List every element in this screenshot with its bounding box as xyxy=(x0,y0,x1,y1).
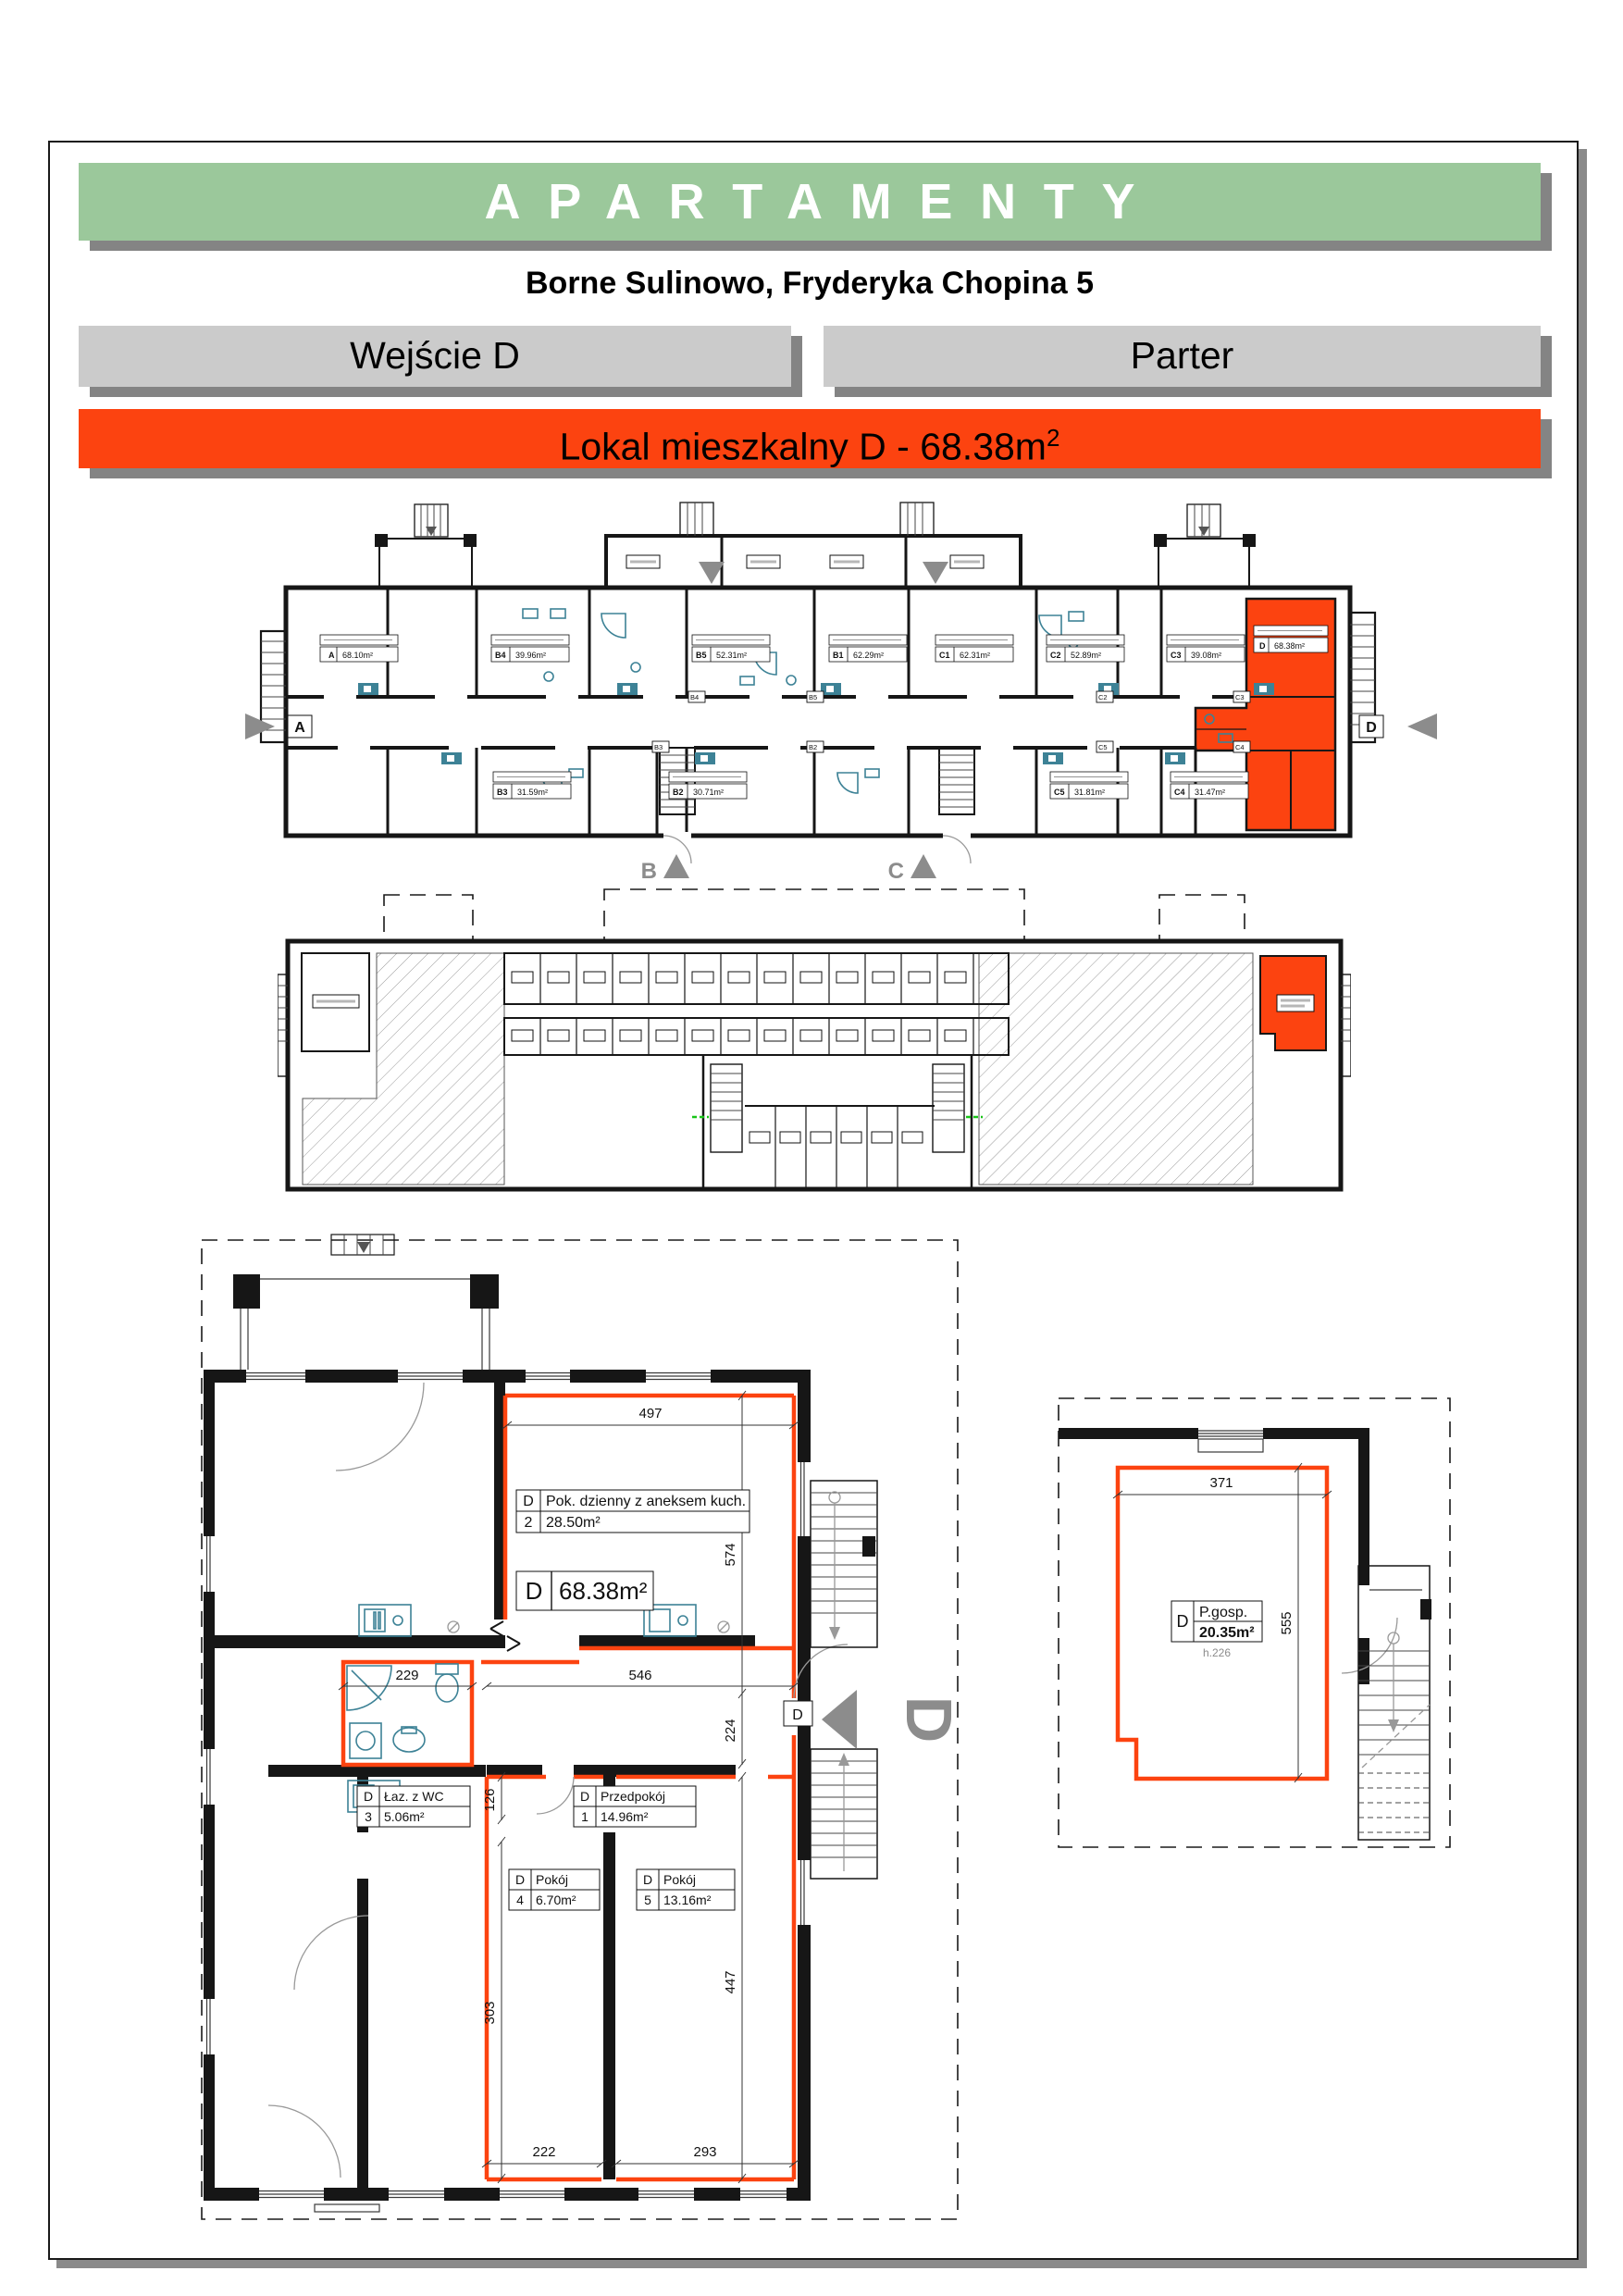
svg-text:546: 546 xyxy=(628,1668,652,1683)
hatched-area-right xyxy=(979,953,1253,1185)
utility-door xyxy=(1342,1590,1422,1673)
svg-text:B3: B3 xyxy=(497,788,508,797)
svg-text:Pok. dzienny z aneksem kuch.: Pok. dzienny z aneksem kuch. xyxy=(546,1494,747,1509)
svg-text:52.89m²: 52.89m² xyxy=(1071,651,1102,660)
apt-label-d xyxy=(1254,626,1328,652)
svg-text:D: D xyxy=(525,1577,543,1605)
wall-tags xyxy=(652,691,1250,752)
utility-stairs xyxy=(1358,1566,1430,1840)
title-banner: APARTAMENTY xyxy=(79,163,1541,241)
svg-text:62.29m²: 62.29m² xyxy=(853,651,885,660)
svg-text:28.50m²: 28.50m² xyxy=(546,1515,601,1531)
svg-text:555: 555 xyxy=(1279,1611,1295,1635)
svg-text:A: A xyxy=(294,720,305,736)
apt-label-b3 xyxy=(493,772,571,799)
room-label-pokoj5 xyxy=(637,1869,735,1910)
section-arrow-down-c xyxy=(923,562,948,584)
stairwell-c xyxy=(939,748,974,863)
svg-text:D: D xyxy=(514,1872,526,1887)
svg-text:39.96m²: 39.96m² xyxy=(515,651,547,660)
apt-label-b2 xyxy=(669,772,747,799)
svg-text:5.06m²: 5.06m² xyxy=(384,1809,425,1824)
svg-text:68.38m²: 68.38m² xyxy=(1274,641,1306,651)
svg-text:B2: B2 xyxy=(673,788,684,797)
ground-floor-plan xyxy=(236,495,1448,884)
hatched-area-left xyxy=(303,953,504,1185)
svg-text:C: C xyxy=(887,859,904,884)
room-label-pokoj4 xyxy=(509,1869,600,1910)
apt-label-c5 xyxy=(1050,772,1128,799)
floor-banner: Parter xyxy=(824,326,1541,387)
room-label-living xyxy=(516,1490,750,1533)
svg-text:D: D xyxy=(363,1789,374,1804)
corridor-walls xyxy=(286,697,1246,748)
utility-room-plan xyxy=(1036,1370,1564,1906)
terrace-right xyxy=(1154,504,1256,588)
svg-text:30.71m²: 30.71m² xyxy=(693,788,725,797)
apt-label-c4 xyxy=(1171,772,1248,799)
svg-text:C2: C2 xyxy=(1050,651,1061,660)
svg-text:126: 126 xyxy=(482,1788,498,1812)
stairs-lower-right xyxy=(811,1749,877,1879)
svg-text:h.226: h.226 xyxy=(1202,1646,1232,1659)
unit-banner-text: Lokal mieszkalny D - 68.38m xyxy=(559,425,1047,468)
svg-text:B4: B4 xyxy=(690,693,700,701)
utility-room-label xyxy=(1171,1601,1262,1659)
svg-text:447: 447 xyxy=(723,1970,738,1994)
svg-text:C5: C5 xyxy=(1054,788,1065,797)
svg-text:C4: C4 xyxy=(1174,788,1185,797)
address-line: Borne Sulinowo, Fryderyka Chopina 5 xyxy=(526,266,1094,301)
entrance-banner: Wejście D xyxy=(79,326,791,387)
svg-text:B3: B3 xyxy=(654,743,663,751)
svg-text:D: D xyxy=(893,1695,965,1744)
svg-text:497: 497 xyxy=(638,1406,663,1421)
svg-text:Pokój: Pokój xyxy=(663,1872,697,1887)
svg-text:31.59m²: 31.59m² xyxy=(517,788,549,797)
svg-text:P.gosp.: P.gosp. xyxy=(1199,1605,1248,1620)
svg-text:B5: B5 xyxy=(696,651,707,660)
stairs-upper-right xyxy=(811,1481,877,1647)
svg-text:B2: B2 xyxy=(809,743,818,751)
svg-text:A: A xyxy=(328,651,335,660)
svg-text:B5: B5 xyxy=(809,693,818,701)
svg-text:222: 222 xyxy=(532,2144,556,2160)
total-area-label xyxy=(516,1571,653,1610)
svg-text:Przedpokój: Przedpokój xyxy=(601,1789,666,1804)
svg-text:52.31m²: 52.31m² xyxy=(716,651,748,660)
svg-text:Łaz. z WC: Łaz. z WC xyxy=(384,1789,444,1804)
section-marker-d-detail xyxy=(822,1690,965,1749)
svg-text:68.10m²: 68.10m² xyxy=(342,651,374,660)
svg-text:B1: B1 xyxy=(833,651,844,660)
apartment-d-detail-plan xyxy=(176,1231,990,2267)
svg-text:303: 303 xyxy=(482,2001,498,2025)
svg-text:D: D xyxy=(1366,720,1377,736)
svg-text:13.16m²: 13.16m² xyxy=(663,1893,712,1907)
room-label-hall xyxy=(574,1786,696,1827)
section-marker-d xyxy=(1359,714,1437,739)
apt-label-b5 xyxy=(692,635,770,662)
terrace-outlines-dashed xyxy=(384,889,1245,941)
terrace xyxy=(233,1235,499,1370)
svg-text:371: 371 xyxy=(1209,1475,1233,1491)
svg-text:20.35m²: 20.35m² xyxy=(1199,1625,1255,1641)
unit-banner xyxy=(79,409,1541,468)
mid-wing xyxy=(606,503,1021,588)
kitchen-sink-left xyxy=(359,1605,411,1636)
terrace-left xyxy=(375,504,477,588)
apt-label-a xyxy=(320,635,398,662)
svg-text:293: 293 xyxy=(693,2144,717,2160)
svg-text:4: 4 xyxy=(516,1893,524,1907)
svg-text:C4: C4 xyxy=(1235,743,1245,751)
svg-text:Pokój: Pokój xyxy=(536,1872,569,1887)
apartment-labels xyxy=(320,626,1328,799)
basement-center-section xyxy=(692,1055,983,1189)
room-label-bath xyxy=(357,1786,470,1827)
basement-plan xyxy=(278,884,1351,1198)
svg-text:62.31m²: 62.31m² xyxy=(960,651,991,660)
entrance-door-d xyxy=(784,1701,812,1726)
apt-label-c1 xyxy=(935,635,1013,662)
svg-text:229: 229 xyxy=(395,1668,419,1683)
svg-text:1: 1 xyxy=(581,1809,588,1824)
stairwell-b xyxy=(660,748,695,863)
svg-text:C3: C3 xyxy=(1235,693,1245,701)
svg-text:31.81m²: 31.81m² xyxy=(1074,788,1106,797)
svg-text:C1: C1 xyxy=(939,651,950,660)
svg-text:2: 2 xyxy=(524,1515,533,1531)
svg-text:B: B xyxy=(640,859,657,884)
section-marker-a xyxy=(245,714,312,739)
room-top-left xyxy=(302,953,369,1051)
apt-label-b1 xyxy=(829,635,907,662)
svg-text:D: D xyxy=(792,1707,803,1723)
svg-text:3: 3 xyxy=(365,1809,372,1824)
svg-text:14.96m²: 14.96m² xyxy=(601,1809,649,1824)
svg-text:39.08m²: 39.08m² xyxy=(1191,651,1222,660)
apt-label-c3 xyxy=(1167,635,1245,662)
svg-text:68.38m²: 68.38m² xyxy=(559,1577,648,1605)
svg-text:D: D xyxy=(579,1789,590,1804)
apt-label-b4 xyxy=(491,635,569,662)
apt-label-c2 xyxy=(1047,635,1124,662)
svg-text:D: D xyxy=(523,1494,534,1509)
svg-text:C2: C2 xyxy=(1098,693,1108,701)
basement-storage-d-highlight xyxy=(1260,956,1326,1050)
svg-text:224: 224 xyxy=(723,1719,738,1743)
svg-text:6.70m²: 6.70m² xyxy=(536,1893,576,1907)
svg-text:C5: C5 xyxy=(1098,743,1108,751)
svg-text:574: 574 xyxy=(723,1543,738,1567)
svg-text:D: D xyxy=(642,1872,653,1887)
svg-text:C3: C3 xyxy=(1171,651,1182,660)
svg-text:D: D xyxy=(1259,641,1266,651)
storage-cells xyxy=(504,953,1009,1055)
section-marker-b xyxy=(641,854,689,884)
section-marker-c xyxy=(888,854,936,884)
svg-text:31.47m²: 31.47m² xyxy=(1195,788,1226,797)
svg-text:5: 5 xyxy=(644,1893,651,1907)
svg-text:D: D xyxy=(1176,1612,1189,1631)
unit-banner-sup: 2 xyxy=(1046,424,1060,452)
svg-text:B4: B4 xyxy=(495,651,506,660)
